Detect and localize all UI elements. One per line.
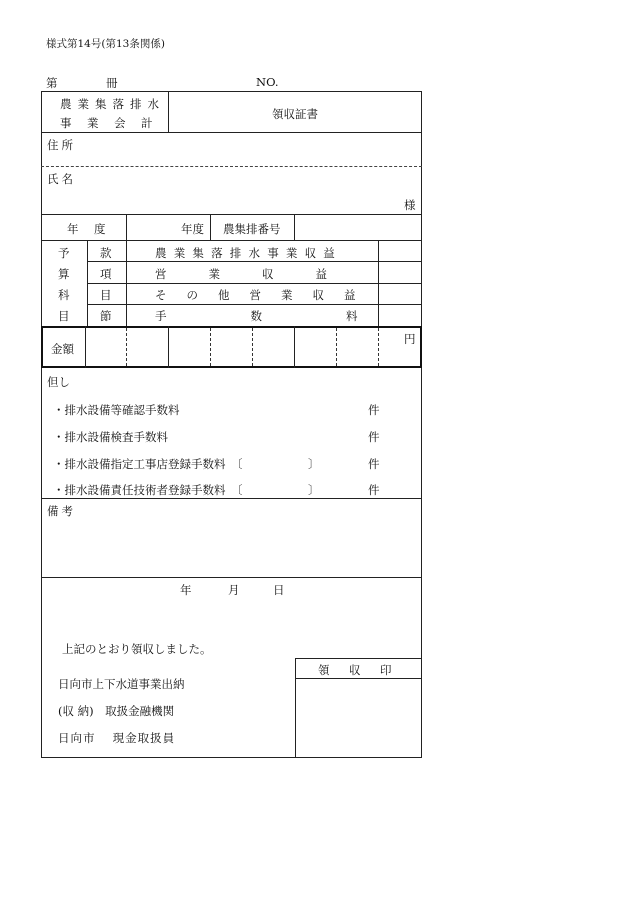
form-number: 様式第14号(第13条関係) — [46, 38, 165, 50]
fee-item-bracket-open: 〔 — [231, 483, 243, 497]
village-number-label: 農集排番号 — [223, 222, 281, 236]
budget-row-label-moku: 目 — [100, 288, 112, 302]
signer-treasurer: 日向市上下水道事業出納 — [58, 677, 185, 691]
receipt-stamp-area[interactable] — [296, 679, 421, 757]
amount-box — [41, 326, 422, 368]
number-label: NO. — [256, 75, 279, 89]
date-day: 日 — [273, 583, 285, 597]
budget-side-2: 算 — [58, 267, 70, 281]
budget-side-1: 予 — [58, 246, 70, 260]
fiscal-year-suffix: 年度 — [181, 222, 204, 236]
document-title: 領収証書 — [272, 107, 318, 121]
budget-row-label-setsu: 節 — [100, 309, 112, 323]
receipt-stamp-label: 領 収 印 — [318, 663, 396, 677]
sama-suffix: 様 — [404, 198, 416, 212]
fee-item-bracket-close: 〕 — [308, 457, 320, 471]
budget-side-4: 目 — [58, 309, 70, 323]
fee-item: ・排水設備等確認手数料 — [53, 403, 180, 417]
volume-dai: 第 — [46, 76, 58, 90]
fee-item: ・排水設備責任技術者登録手数料 — [53, 483, 226, 497]
title-line1: 農業集落排水 — [60, 97, 165, 111]
fee-item-bracket-close: 〕 — [308, 483, 320, 497]
address-label: 住所 — [47, 138, 76, 152]
fee-item: ・排水設備指定工事店登録手数料 — [53, 457, 226, 471]
budget-side-3: 科 — [58, 288, 70, 302]
budget-row-value-moku: その他営業収益 — [155, 288, 376, 302]
fee-item-count: 件 — [368, 430, 380, 444]
fee-item-count: 件 — [368, 483, 380, 497]
title-line2: 事 業 会 計 — [60, 116, 155, 130]
fee-item-count: 件 — [368, 403, 380, 417]
signer-bank: (収 納) 取扱金融機関 — [58, 704, 175, 718]
budget-row-value-kan: 農業集落排水事業収益 — [155, 246, 342, 260]
fee-item-bracket-open: 〔 — [231, 457, 243, 471]
date-month: 月 — [228, 583, 240, 597]
date-year: 年 — [180, 583, 192, 597]
signer-cashier: 日向市 現金取扱員 — [58, 731, 176, 745]
amount-label: 金額 — [51, 342, 74, 356]
budget-row-value-kou: 営業収益 — [155, 267, 369, 281]
received-statement: 上記のとおり領収しました。 — [62, 642, 212, 656]
fee-item: ・排水設備検査手数料 — [53, 430, 168, 444]
budget-row-label-kan: 款 — [100, 246, 112, 260]
budget-row-label-kou: 項 — [100, 267, 112, 281]
amount-unit: 円 — [404, 332, 416, 346]
budget-row-value-setsu: 手数料 — [155, 309, 442, 323]
fee-item-count: 件 — [368, 457, 380, 471]
fiscal-year-label: 年 度 — [67, 222, 108, 236]
name-label: 氏名 — [47, 172, 76, 186]
proviso-label: 但し — [47, 375, 70, 389]
remarks-label: 備考 — [47, 504, 76, 518]
volume-satsu: 冊 — [106, 76, 118, 90]
